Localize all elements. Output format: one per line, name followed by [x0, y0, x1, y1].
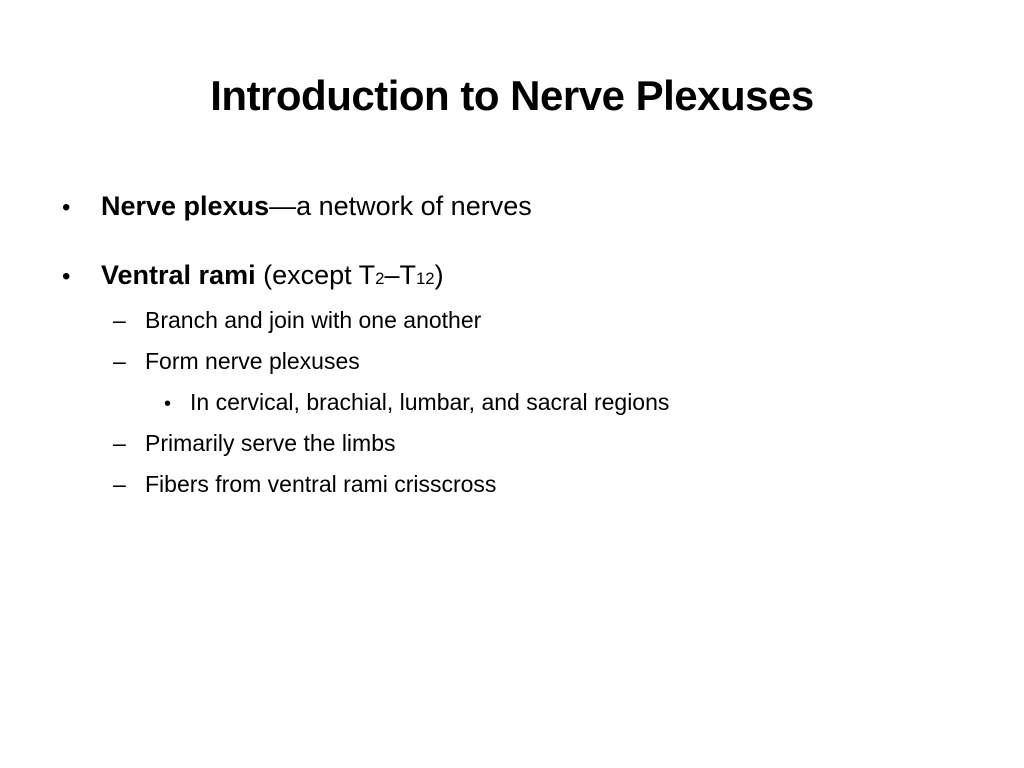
term-nerve-plexus: Nerve plexus: [101, 191, 270, 221]
sub-bullet-serve-limbs: [113, 428, 396, 458]
bullet-nerve-plexus: [62, 188, 532, 226]
sub-bullet-text: Form nerve plexuses: [145, 348, 360, 374]
bullet-ventral-rami: • Ventral rami (except T 2 –T 12 ): [62, 257, 444, 295]
sub-bullet-branch-join: [113, 305, 481, 335]
close-paren: ): [434, 260, 444, 290]
dash-marker: –: [113, 348, 126, 374]
bullet-marker: •: [62, 194, 71, 221]
sub-bullet-fibers-crisscross: [113, 469, 496, 499]
sub-bullet-form-plexuses: [113, 346, 360, 376]
slide-title: Introduction to Nerve Plexuses: [210, 72, 814, 119]
dash-marker: –: [113, 430, 126, 456]
dash-text: –T: [384, 260, 416, 290]
bullet-marker: •: [62, 263, 71, 290]
except-text: (except T: [255, 260, 376, 290]
dash-marker: –: [113, 471, 126, 497]
sub-sub-bullet-text: In cervical, brachial, lumbar, and sacral regions: [190, 389, 670, 415]
sub-sub-bullet-regions: [164, 387, 669, 419]
dash-marker: –: [113, 307, 126, 333]
definition-text: —a network of nerves: [269, 191, 532, 221]
sub-bullet-text: Branch and join with one another: [145, 307, 482, 333]
bullet-marker: •: [164, 393, 172, 415]
sub-bullet-text: Primarily serve the limbs: [145, 430, 396, 456]
term-ventral-rami: Ventral rami: [101, 260, 256, 290]
sub-bullet-text: Fibers from ventral rami crisscross: [145, 471, 497, 497]
